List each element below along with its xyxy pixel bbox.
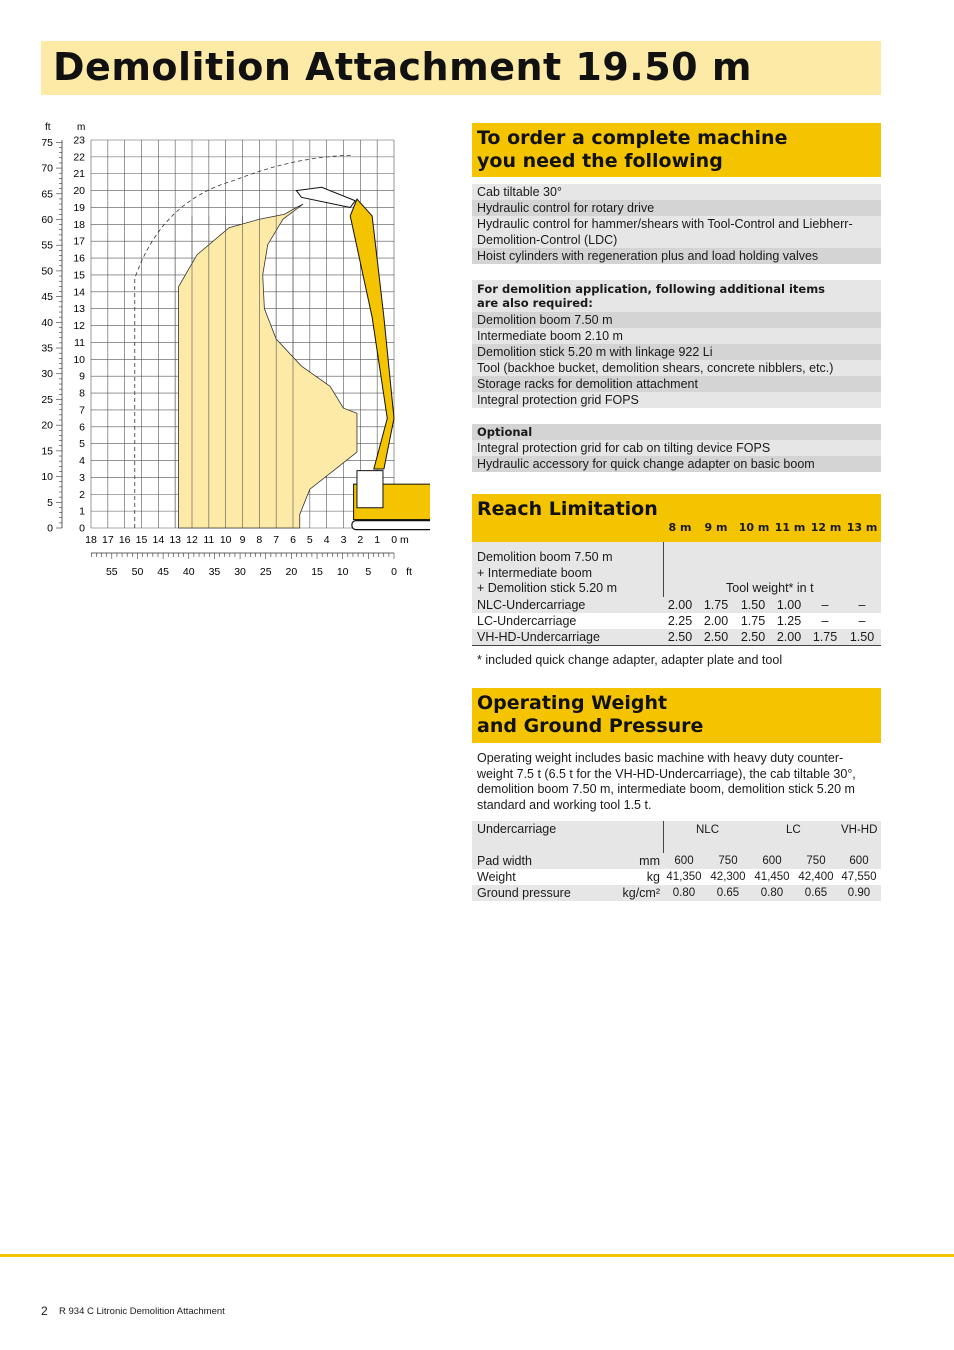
weight-row-label: Weight (477, 870, 516, 884)
x-m-tick: 8 (256, 534, 263, 546)
weight-paragraph-line: demolition boom 7.50 m, intermediate boom, demolition stick 5.20 m (477, 782, 855, 796)
y-ft-tick: 25 (41, 393, 53, 406)
group-lc: LC (786, 824, 801, 836)
weight-cell: 47,550 (841, 871, 877, 883)
reach-cell: 1.25 (776, 614, 802, 628)
reach-desc-line3: + Demolition stick 5.20 m (477, 581, 617, 595)
group-nlc: NLC (696, 824, 720, 836)
reach-cell: 2.00 (703, 614, 729, 628)
x-ft-tick: 0 (391, 566, 397, 578)
demolition-heading-line2: are also required: (477, 296, 593, 310)
reach-cell: 2.00 (776, 630, 802, 644)
reach-column-header: 12 m (810, 521, 842, 534)
x-m-tick: 16 (118, 534, 131, 546)
y-m-tick: 17 (73, 235, 85, 248)
weight-cell: 0.65 (804, 887, 828, 899)
reach-bottom-rule (472, 645, 881, 646)
weight-heading-line1: Operating Weight (477, 692, 668, 714)
y-ft-tick: 40 (41, 316, 53, 329)
x-m-tick: 0 m (391, 534, 409, 546)
y-axis-m-unit: m (77, 122, 86, 133)
x-ft-unit: ft (406, 566, 412, 578)
weight-heading (472, 688, 881, 743)
y-m-tick: 9 (79, 370, 85, 383)
y-m-tick: 13 (73, 303, 85, 316)
reach-cell: – (821, 598, 829, 612)
reach-footnote: * included quick change adapter, adapter plate and tool (477, 653, 783, 667)
y-m-tick: 6 (79, 421, 85, 434)
x-m-tick: 15 (135, 534, 148, 546)
y-ft-tick: 55 (41, 239, 53, 252)
title-bar (41, 41, 881, 95)
x-m-tick: 1 (374, 534, 381, 546)
x-m-tick: 12 (186, 534, 198, 546)
y-m-tick: 20 (73, 185, 85, 198)
x-m-tick: 9 (239, 534, 246, 546)
y-ft-tick: 70 (41, 162, 53, 175)
reach-unit-label: Tool weight* in t (726, 581, 814, 595)
shears (296, 187, 355, 207)
reach-cell: 2.50 (703, 630, 729, 644)
y-m-tick: 11 (74, 336, 85, 349)
weight-row-label: Ground pressure (477, 886, 571, 900)
demolition-heading (472, 280, 881, 312)
reach-cell: 1.75 (812, 630, 838, 644)
order-item: Hoist cylinders with regeneration plus and load holding valves (472, 248, 881, 264)
x-ft-tick: 20 (285, 566, 298, 578)
y-m-tick: 21 (73, 168, 85, 181)
x-ft-tick: 10 (336, 566, 349, 578)
optional-item: Integral protection grid for cab on tilting device FOPS (472, 440, 881, 456)
x-m-tick: 4 (323, 534, 330, 546)
footer-rule (0, 1254, 954, 1257)
order-item: Hydraulic control for hammer/shears with Tool-Control and Liebherr- (472, 216, 881, 232)
y-ft-tick: 60 (41, 213, 53, 226)
x-ft-tick: 40 (182, 566, 195, 578)
reach-heading-title: Reach Limitation (477, 498, 658, 520)
weight-cell: 42,400 (798, 871, 834, 883)
weight-cell: 42,300 (710, 871, 746, 883)
y-m-tick: 7 (79, 404, 85, 417)
demolition-item: Storage racks for demolition attachment (472, 376, 881, 392)
reach-cell: – (821, 614, 829, 628)
x-ft-tick: 55 (105, 566, 118, 578)
order-item: Hydraulic control for rotary drive (472, 200, 881, 216)
weight-heading-line2: and Ground Pressure (477, 715, 704, 737)
y-ft-tick: 35 (41, 342, 53, 355)
weight-cell: 0.80 (760, 887, 784, 899)
x-ft-tick: 15 (311, 566, 323, 578)
reach-row-label: NLC-Undercarriage (477, 598, 586, 612)
y-m-tick: 22 (73, 151, 85, 164)
reach-column-header: 9 m (704, 521, 728, 534)
demolition-item: Demolition boom 7.50 m (472, 312, 881, 328)
y-m-tick: 18 (73, 218, 85, 231)
x-m-tick: 2 (357, 534, 364, 546)
y-ft-tick: 5 (47, 496, 53, 509)
x-m-tick: 6 (290, 534, 296, 546)
reach-column-header: 11 m (774, 521, 806, 534)
weight-paragraph-line: standard and working tool 1.5 t. (477, 797, 652, 812)
x-m-tick: 18 (85, 534, 97, 546)
y-m-tick: 19 (73, 201, 85, 214)
optional-heading: Optional (472, 424, 881, 440)
y-ft-tick: 75 (41, 136, 53, 149)
y-ft-tick: 0 (47, 522, 53, 535)
envelope-area (179, 204, 357, 528)
order-heading-line2: you need the following (477, 150, 723, 172)
page-number: 2 (41, 1304, 48, 1318)
weight-cell: 0.80 (672, 887, 696, 899)
reach-cell: 2.50 (740, 630, 766, 644)
reach-desc-line2: + Intermediate boom (477, 566, 592, 580)
x-m-tick: 10 (219, 534, 232, 546)
weight-cell: 750 (718, 855, 738, 867)
reach-cell: 2.25 (667, 614, 693, 628)
reach-cell: – (858, 614, 866, 628)
y-m-tick: 12 (73, 320, 85, 333)
weight-row-unit: kg/cm² (622, 886, 660, 900)
footer-text: R 934 C Litronic Demolition Attachment (59, 1306, 225, 1317)
weight-paragraph-line: Operating weight includes basic machine with heavy duty counter- (477, 751, 844, 765)
reach-cell: 1.75 (703, 598, 729, 612)
y-ft-tick: 50 (41, 265, 53, 278)
reach-column-header: 10 m (738, 521, 770, 534)
x-m-tick: 11 (203, 534, 215, 546)
reach-cell: 2.50 (667, 630, 693, 644)
x-m-tick: 7 (273, 534, 280, 546)
y-ft-tick: 65 (41, 188, 53, 201)
weight-row-label: Pad width (477, 854, 532, 868)
x-m-tick: 13 (169, 534, 182, 546)
y-ft-tick: 10 (41, 471, 53, 484)
reach-cell: 1.75 (740, 614, 766, 628)
undercarriage-label: Undercarriage (477, 822, 557, 836)
x-m-tick: 3 (340, 534, 347, 546)
order-item: Cab tiltable 30° (472, 184, 881, 200)
optional-item: Hydraulic accessory for quick change adapter on basic boom (472, 456, 881, 472)
demolition-item: Tool (backhoe bucket, demolition shears, concrete nibblers, etc.) (472, 360, 881, 376)
x-m-tick: 17 (101, 534, 114, 546)
y-m-tick: 8 (79, 387, 85, 400)
y-m-tick: 15 (73, 269, 85, 282)
page-title: Demolition Attachment 19.50 m (53, 45, 752, 89)
y-m-tick: 16 (73, 252, 85, 265)
y-m-tick: 14 (73, 286, 85, 299)
weight-cell: 600 (762, 855, 782, 867)
weight-paragraph-line: weight 7.5 t (6.5 t for the VH-HD-Undercarriage), the cab tiltable 30°, (477, 766, 856, 781)
order-item: Demolition-Control (LDC) (472, 232, 881, 248)
group-vhhd: VH-HD (841, 824, 878, 836)
weight-cell: 600 (674, 855, 694, 867)
working-range-diagram (30, 115, 430, 585)
demolition-item: Intermediate boom 2.10 m (472, 328, 881, 344)
y-m-tick: 5 (79, 438, 85, 451)
y-m-tick: 1 (79, 505, 85, 518)
demolition-item: Demolition stick 5.20 m with linkage 922 Li (472, 344, 881, 360)
x-m-tick: 5 (306, 534, 313, 546)
x-m-tick: 14 (152, 534, 165, 546)
reach-column-header: 13 m (846, 521, 878, 534)
reach-column-header: 8 m (668, 521, 692, 534)
reach-cell: – (858, 598, 866, 612)
demolition-heading-line1: For demolition application, following additional items (477, 282, 826, 296)
reach-cell: 1.50 (849, 630, 875, 644)
weight-cell: 0.65 (716, 887, 740, 899)
x-ft-tick: 30 (234, 566, 246, 578)
reach-heading (472, 494, 881, 542)
weight-row-unit: kg (646, 870, 660, 884)
order-heading-line1: To order a complete machine (477, 127, 788, 149)
weight-row-unit: mm (639, 854, 660, 868)
y-m-tick: 10 (73, 353, 85, 366)
y-ft-tick: 30 (41, 368, 53, 381)
y-m-tick: 2 (79, 488, 85, 501)
reach-cell: 2.00 (667, 598, 693, 612)
y-ft-tick: 45 (41, 291, 53, 304)
y-m-tick: 23 (73, 134, 85, 147)
weight-cell: 600 (849, 855, 869, 867)
weight-cell: 41,450 (754, 871, 790, 883)
track (352, 521, 430, 530)
y-ft-tick: 20 (41, 419, 53, 432)
demolition-item: Integral protection grid FOPS (472, 392, 881, 408)
weight-cell: 750 (806, 855, 826, 867)
reach-cell: 1.50 (740, 598, 766, 612)
x-ft-tick: 35 (208, 566, 221, 578)
reach-cell: 1.00 (776, 598, 802, 612)
y-m-tick: 4 (79, 455, 85, 468)
x-ft-tick: 5 (365, 566, 372, 578)
y-m-tick: 3 (79, 471, 85, 484)
weight-cell: 41,350 (666, 871, 702, 883)
order-heading (472, 123, 881, 177)
x-ft-tick: 25 (259, 566, 272, 578)
x-ft-tick: 50 (131, 566, 144, 578)
x-ft-tick: 45 (157, 566, 169, 578)
reach-desc-line1: Demolition boom 7.50 m (477, 550, 613, 564)
cab (357, 471, 383, 508)
y-ft-tick: 15 (41, 445, 53, 458)
y-axis-ft-unit: ft (45, 122, 51, 133)
working-envelope (135, 155, 357, 528)
reach-row-label: VH-HD-Undercarriage (477, 630, 600, 644)
y-m-tick: 0 (79, 522, 85, 535)
reach-row-label: LC-Undercarriage (477, 614, 577, 628)
weight-cell: 0.90 (847, 887, 871, 899)
